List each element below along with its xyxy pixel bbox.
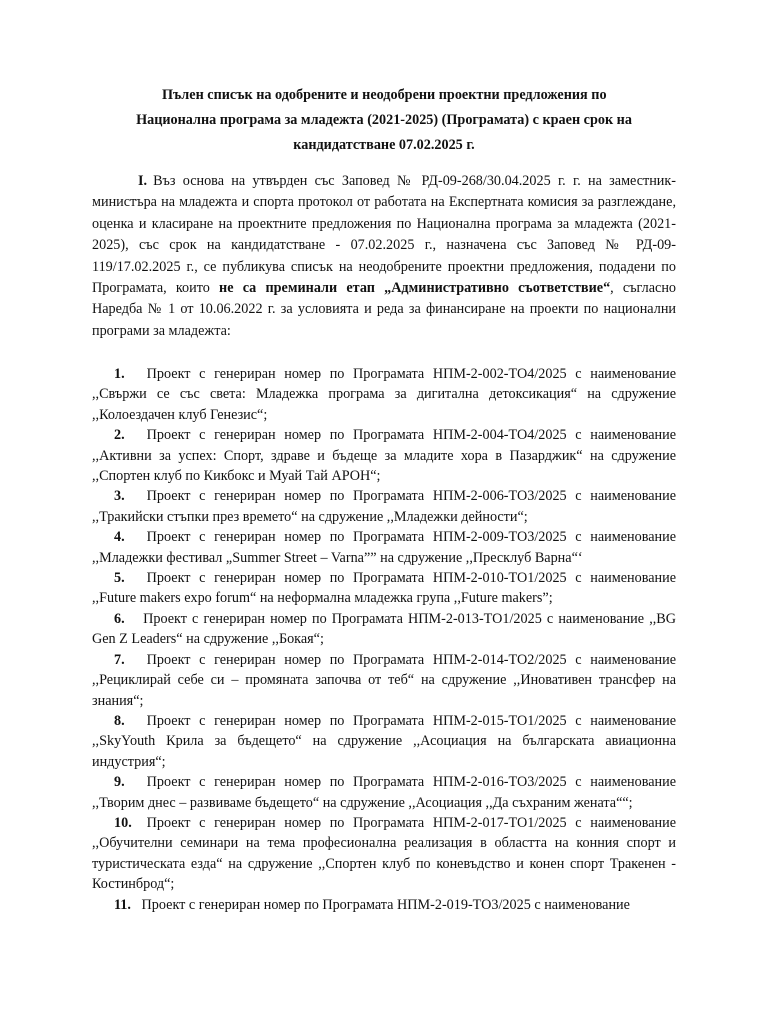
item-text: Проект с генериран номер по Програмата НПМ-2-016-ТО3/2025 с наименование ,,Творим днес – развиваме бъдещето“ на сдружение ,,Асоциация ,,Да съхраним жената““; (92, 774, 677, 811)
title-line-2: Национална програма за младежта (2021-2025) (Програмата) с краен срок на (136, 112, 632, 128)
item-number: 2. (114, 427, 125, 444)
item-number: 8. (114, 712, 125, 729)
item-text: Проект с генериран номер по Програмата НПМ-2-009-ТО3/2025 с наименование ,,Младежки фестивал „Summer Street – Varna”” на сдружение ,,Пресклуб Варна“‘ (92, 529, 677, 566)
item-number: 9. (114, 774, 125, 791)
item-number: 11. (114, 896, 131, 913)
list-item (92, 772, 676, 813)
section-number: I. (138, 173, 148, 189)
intro-text-part1: Въз основа на утвърден със Заповед № РД-09-268/30.04.2025 г. г. на заместник-министъра на младежта и спорта протокол от работата на Експертната комисия за разглеждане, оценка и класиране на проектните предложения по Национална програма за младежта (2021-2025), със срок на кандидатстване - 07.02.2025 г., назначена със Заповед № РД-09-119/17.02.2025 г., се публикува списък на неодобрените проектни предложения, подадени по Програмата, които (92, 173, 676, 297)
item-text: Проект с генериран номер по Програмата НПМ-2-015-ТО1/2025 с наименование ,,SkyYouth Крила за бъдещето“ на сдружение ,,Асоциация на българската авиационна индустрия“; (92, 712, 677, 770)
list-item (92, 425, 676, 486)
list-item (92, 895, 676, 915)
item-number: 5. (114, 570, 125, 587)
item-text: Проект с генериран номер по Програмата НПМ-2-013-ТО1/2025 с наименование ,,BG Gen Z Leaders“ на сдружение ,,Бокая“; (92, 610, 676, 648)
item-number: 7. (114, 651, 125, 668)
list-item (92, 364, 676, 425)
title-line-3: кандидатстване 07.02.2025 г. (293, 137, 475, 153)
intro-text-bold: не са преминали етап „Административно съответствие“ (219, 280, 611, 297)
item-number: 1. (114, 366, 125, 382)
item-text: Проект с генериран номер по Програмата НПМ-2-010-ТО1/2025 с наименование ,,Future makers expo forum“ на неформална младежка група ,,Future makers”; (92, 570, 677, 607)
list-item (92, 568, 676, 609)
item-text: Проект с генериран номер по Програмата НПМ-2-019-ТО3/2025 с наименование (141, 896, 630, 913)
item-number: 4. (114, 529, 125, 546)
title-line-1: Пълен списък на одобрените и неодобрени проектни предложения по (162, 87, 607, 103)
item-text: Проект с генериран номер по Програмата НПМ-2-004-ТО4/2025 с наименование ,,Активни за успех: Спорт, здраве и бъдеще за младите хора в Пазарджик“ на сдружение ,,Спортен клуб по Кикбокс и Муай Тай АРОН“; (92, 427, 677, 485)
document-title (92, 83, 676, 158)
item-number: 6. (114, 610, 125, 627)
list-item (92, 711, 676, 772)
intro-text-part2: , съгласно Наредба № 1 от 10.06.2022 г. за условията и реда за финансиране на проекти по национални програми за младежта: (92, 280, 677, 339)
project-list (92, 364, 676, 915)
list-item (92, 650, 676, 711)
item-text: Проект с генериран номер по Програмата НПМ-2-006-ТО3/2025 с наименование ,,Тракийски стъпки през времето“ на сдружение ,,Младежки дейности“; (92, 488, 677, 525)
item-number: 10. (114, 814, 132, 831)
item-text: Проект с генериран номер по Програмата НПМ-2-002-ТО4/2025 с наименование ,,Свържи се със света: Младежка програма за дигитална детоксикация“ на сдружение ,,Колоездачен клуб Генезис“; (92, 366, 677, 423)
list-item (92, 813, 676, 895)
item-text: Проект с генериран номер по Програмата НПМ-2-017-ТО1/2025 с наименование ,,Обучителни семинари на тема професионална реализация в областта на конния спорт и туристическата езда“ на сдружение ,,Спортен клуб по коневъдство и конен спорт Тракенен - Костинброд“; (92, 814, 677, 893)
item-text: Проект с генериран номер по Програмата НПМ-2-014-ТО2/2025 с наименование ,,Рециклирай себе си – промяната започва от теб“ на сдружение ,,Иновативен трансфер на знания“; (92, 651, 677, 709)
list-item (92, 527, 676, 568)
list-item (92, 486, 676, 527)
intro-paragraph (92, 171, 676, 342)
list-item (92, 609, 676, 650)
item-number: 3. (114, 488, 125, 505)
